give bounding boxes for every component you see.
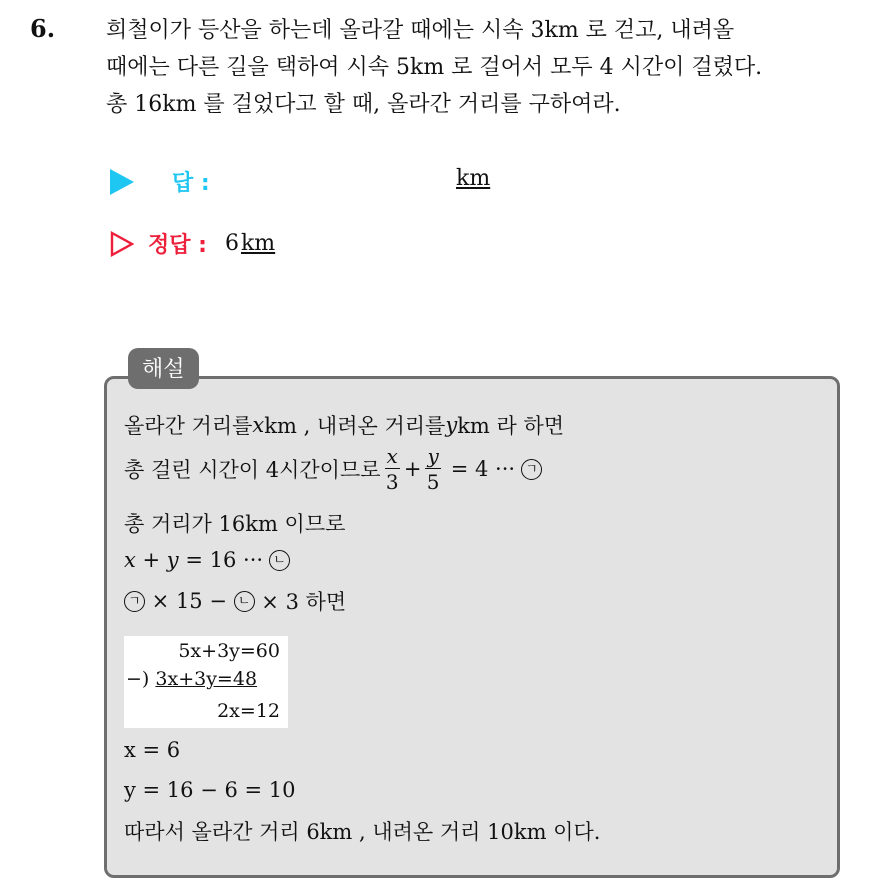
correct-unit: km — [240, 231, 276, 256]
answer-row — [110, 166, 210, 197]
correct-answer-label: 정답 : — [148, 233, 207, 258]
subtraction-calc — [124, 636, 288, 728]
answer-label: 답 : — [172, 171, 210, 196]
circled-giyeok-icon: ㄱ — [521, 459, 542, 480]
calc-row-2: −) 3x+3y=48 — [126, 668, 258, 690]
calc-row-3: 2x=12 — [217, 700, 280, 722]
solution-line-6: x = 6 — [124, 738, 181, 762]
solution-line-7: y = 16 − 6 = 10 — [124, 778, 296, 802]
solution-tab: 해설 — [128, 348, 199, 389]
question-line-3: 총 16km 를 걸었다고 할 때, 올라간 거리를 구하여라. — [106, 92, 621, 117]
solution-line-1: 올라간 거리를 x km , 내려온 거리를 y km 라 하면 — [124, 413, 565, 438]
solution-line-5: ㄱ × 15 − ㄴ × 3 하면 — [124, 586, 346, 616]
correct-value: 6 — [224, 231, 239, 256]
circled-nieun-icon: ㄴ — [269, 550, 290, 571]
correct-answer-row — [110, 228, 275, 259]
solution-line-8: 따라서 올라간 거리 6km , 내려온 거리 10km 이다. — [124, 820, 601, 844]
circled-nieun-icon: ㄴ — [234, 591, 255, 612]
outline-triangle-icon — [110, 231, 134, 257]
fraction-y-over-5: $\frac{y}{5}$ — [426, 444, 440, 494]
question-text — [106, 12, 866, 123]
calc-row-1: 5x+3y=60 — [178, 640, 280, 662]
correct-answer-value — [225, 231, 275, 256]
fraction-x-over-3: $\frac{x}{3}$ — [385, 444, 399, 494]
question-line-1: 희철이가 등산을 하는데 올라갈 때에는 시속 3km 로 걷고, 내려올 — [106, 18, 735, 43]
play-triangle-icon — [110, 169, 134, 195]
circled-giyeok-icon: ㄱ — [124, 591, 145, 612]
question-number: 6. — [30, 14, 56, 43]
answer-blank-unit[interactable]: km — [456, 166, 491, 191]
solution-line-4: x + y = 16 ··· ㄴ — [124, 548, 290, 572]
solution-line-2: 총 걸린 시간이 4시간이므로 $\frac{x}{3}$ + $\frac{y}{5}$ = 4 ··· ㄱ — [124, 446, 542, 492]
solution-line-3: 총 거리가 16km 이므로 — [124, 512, 346, 536]
question-line-2: 때에는 다른 길을 택하여 시속 5km 로 걸어서 모두 4 시간이 걸렸다. — [106, 55, 763, 80]
